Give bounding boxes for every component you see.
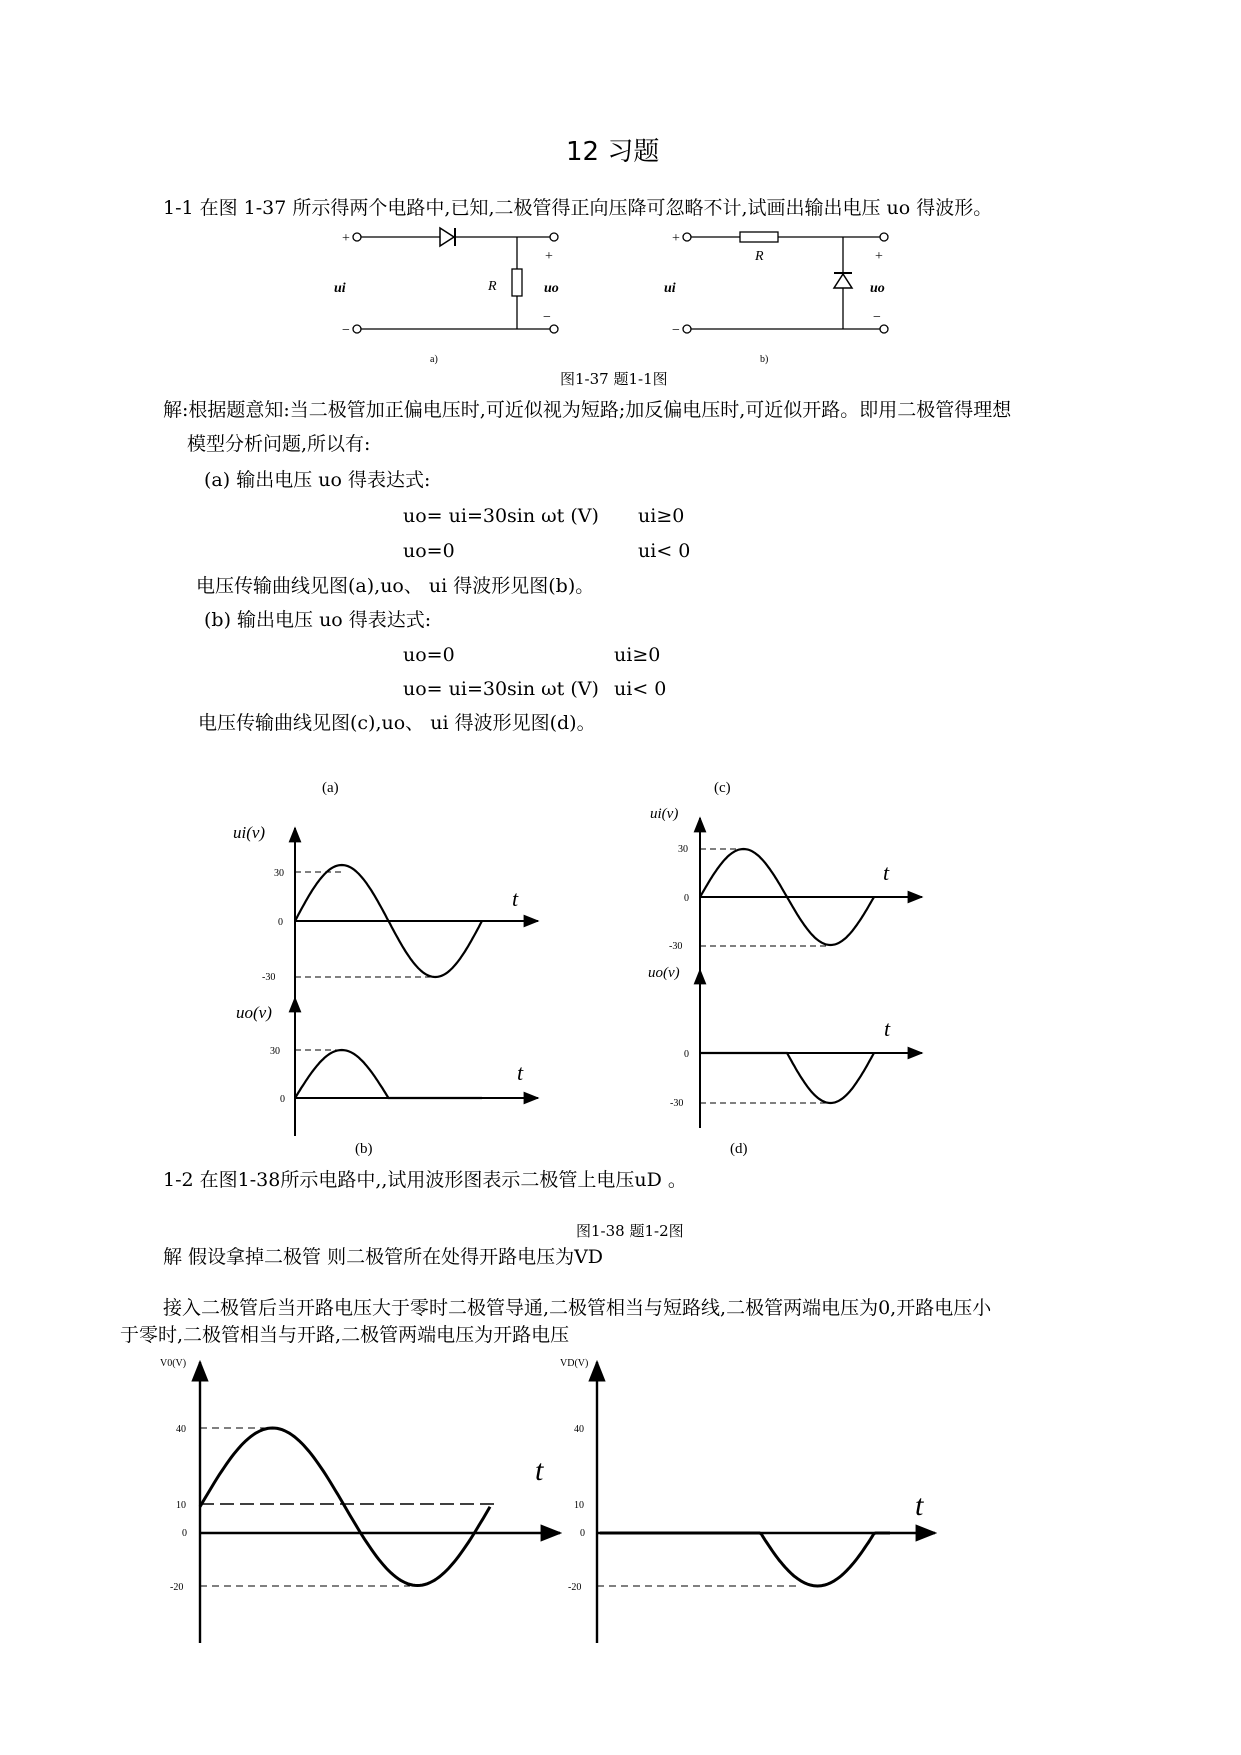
circuit-b-uo: uo bbox=[870, 281, 885, 296]
figure-caption-1-38: 图1-38 题1-2图 bbox=[576, 1222, 684, 1240]
circuit-a-minus-out: − bbox=[543, 310, 551, 325]
case-a-cond1: ui≥0 bbox=[638, 505, 685, 527]
series-line-v0 bbox=[200, 1428, 490, 1586]
case-a-note: 电压传输曲线见图(a),uo、 ui 得波形见图(b)。 bbox=[196, 575, 595, 597]
solution-1-2-line1: 解 假设拿掉二极管 则二极管所在处得开路电压为VD bbox=[163, 1246, 604, 1268]
resistor-icon bbox=[740, 232, 778, 242]
circuit-b bbox=[660, 226, 910, 366]
chart-a-ui bbox=[233, 823, 538, 1045]
t-label: t bbox=[512, 886, 519, 911]
svg-text:uo(v): uo(v) bbox=[648, 965, 680, 981]
circuit-b-plus-in: + bbox=[672, 231, 680, 246]
wave-label-d: (d) bbox=[730, 1141, 748, 1157]
case-a-heading: (a) 输出电压 uo 得表达式: bbox=[204, 469, 431, 491]
case-b-cond1: ui≥0 bbox=[614, 644, 661, 666]
question-1-1: 1-1 在图 1-37 所示得两个电路中,已知,二极管得正向压降可忽略不计,试画出输出电压 uo 得波形。 bbox=[163, 197, 993, 219]
svg-text:0: 0 bbox=[684, 1049, 689, 1060]
case-b-cond2: ui< 0 bbox=[614, 678, 667, 700]
chart-d-uo bbox=[648, 965, 922, 1128]
circuit-a bbox=[330, 226, 580, 366]
circuit-b-minus-out: − bbox=[873, 310, 881, 325]
ylabel-ui: ui(v) bbox=[233, 823, 266, 842]
figure-caption-1-37: 图1-37 题1-1图 bbox=[560, 370, 668, 388]
svg-text:t: t bbox=[884, 1016, 891, 1041]
case-b-note: 电压传输曲线见图(c),uo、 ui 得波形见图(d)。 bbox=[198, 712, 596, 734]
svg-text:0: 0 bbox=[684, 893, 689, 904]
circuit-a-plus-in: + bbox=[342, 231, 350, 246]
svg-text:0: 0 bbox=[278, 917, 283, 928]
svg-text:-30: -30 bbox=[669, 941, 683, 952]
resistor-icon bbox=[512, 269, 522, 296]
svg-text:-20: -20 bbox=[170, 1582, 184, 1593]
case-b-eq2: uo= ui=30sin ωt (V) bbox=[403, 678, 599, 700]
question-1-2: 1-2 在图1-38所示电路中,,试用波形图表示二极管上电压uD 。 bbox=[163, 1169, 687, 1191]
svg-text:-20: -20 bbox=[568, 1582, 582, 1593]
wave-label-b: (b) bbox=[355, 1141, 373, 1157]
case-b-eq1: uo=0 bbox=[403, 644, 455, 666]
svg-text:-30: -30 bbox=[670, 1098, 684, 1109]
solution-1-2-line2: 接入二极管后当开路电压大于零时二极管导通,二极管相当与短路线,二极管两端电压为0,开路电压小 bbox=[163, 1297, 992, 1319]
svg-text:0: 0 bbox=[280, 1094, 285, 1105]
case-b-heading: (b) 输出电压 uo 得表达式: bbox=[204, 609, 432, 631]
svg-text:t: t bbox=[535, 1454, 544, 1487]
chart-c-ui bbox=[650, 806, 922, 990]
diode-icon bbox=[834, 274, 852, 288]
svg-text:t: t bbox=[883, 860, 890, 885]
diode-icon bbox=[440, 228, 454, 246]
solution-1-1-line2: 模型分析问题,所以有: bbox=[187, 433, 371, 455]
svg-text:0: 0 bbox=[182, 1528, 187, 1539]
series-line-b bbox=[295, 1050, 482, 1098]
svg-text:10: 10 bbox=[176, 1500, 186, 1511]
solution-1-2-line3: 于零时,二极管相当与开路,二极管两端电压为开路电压 bbox=[120, 1324, 570, 1346]
circuit-a-uo: uo bbox=[544, 281, 559, 296]
ylabel-vd: VD(V) bbox=[560, 1358, 589, 1369]
svg-text:-30: -30 bbox=[262, 972, 276, 983]
circuit-b-plus-out: + bbox=[875, 249, 883, 264]
circuit-a-plus-out: + bbox=[545, 249, 553, 264]
circuit-b-r: R bbox=[755, 249, 764, 264]
circuit-b-ui: ui bbox=[664, 281, 676, 296]
svg-text:10: 10 bbox=[574, 1500, 584, 1511]
svg-text:t: t bbox=[517, 1060, 524, 1085]
chart-v0 bbox=[160, 1358, 560, 1643]
page-title: 12 习题 bbox=[566, 137, 660, 167]
circuit-a-r: R bbox=[488, 279, 497, 294]
terminal-a-in-top bbox=[353, 233, 361, 241]
chart-vd bbox=[560, 1358, 935, 1643]
circuit-a-label: a) bbox=[430, 354, 438, 365]
svg-text:30: 30 bbox=[678, 844, 688, 855]
series-line-d bbox=[700, 1053, 874, 1103]
ylabel-uo: uo(v) bbox=[236, 1003, 272, 1022]
svg-text:30: 30 bbox=[270, 1046, 280, 1057]
svg-text:40: 40 bbox=[176, 1424, 186, 1435]
case-a-eq2: uo=0 bbox=[403, 540, 455, 562]
chart-b-uo bbox=[236, 998, 538, 1136]
circuit-a-ui: ui bbox=[334, 281, 346, 296]
waveform-figure-1-2 bbox=[0, 1350, 1241, 1650]
circuit-a-minus-in: − bbox=[342, 323, 350, 338]
ylabel-v0: V0(V) bbox=[160, 1358, 187, 1369]
solution-1-1-line1: 解:根据题意知:当二极管加正偏电压时,可近似视为短路;加反偏电压时,可近似开路。即用二极管得理想 bbox=[163, 399, 1012, 421]
circuit-b-label: b) bbox=[760, 354, 769, 365]
svg-text:30: 30 bbox=[274, 868, 284, 879]
svg-text:40: 40 bbox=[574, 1424, 584, 1435]
waveform-figure-1-1 bbox=[0, 770, 1241, 1170]
case-a-cond2: ui< 0 bbox=[638, 540, 691, 562]
series-line-vd bbox=[600, 1533, 890, 1586]
svg-text:ui(v): ui(v) bbox=[650, 806, 679, 822]
case-a-eq1: uo= ui=30sin ωt (V) bbox=[403, 505, 599, 527]
wave-label-c: (c) bbox=[714, 780, 731, 796]
wave-label-a: (a) bbox=[322, 780, 339, 796]
svg-text:t: t bbox=[915, 1489, 924, 1522]
svg-text:0: 0 bbox=[580, 1528, 585, 1539]
circuit-b-minus-in: − bbox=[672, 323, 680, 338]
